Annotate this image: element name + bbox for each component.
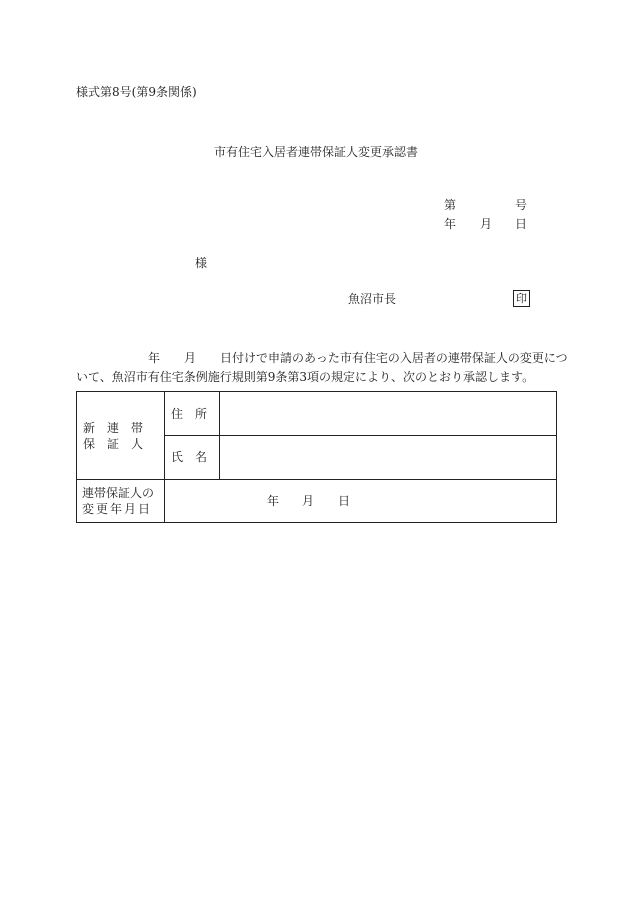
approval-table bbox=[76, 391, 557, 523]
document-title: 市有住宅入居者連帯保証人変更承認書 bbox=[214, 145, 419, 159]
address-label: 住 所 bbox=[171, 407, 208, 421]
seal-mark: 印 bbox=[513, 290, 530, 307]
change-date-day: 日 bbox=[338, 494, 351, 508]
name-label-cell bbox=[165, 436, 220, 480]
addressee-suffix: 様 bbox=[195, 256, 208, 270]
issuer-name: 魚沼市長 bbox=[348, 292, 397, 306]
change-date-label-cell bbox=[77, 480, 165, 523]
body-text bbox=[76, 349, 568, 387]
body-line-1: 年 月 日付けで申請のあった市有住宅の入居者の連帯保証人の変更につ bbox=[76, 351, 568, 365]
name-value-cell bbox=[220, 436, 557, 480]
table-row-change-date bbox=[77, 480, 557, 523]
table-row-address bbox=[77, 392, 557, 436]
new-guarantor-line1: 新 連 帯 bbox=[83, 421, 144, 435]
doc-number-label: 第 bbox=[444, 198, 457, 212]
address-value-cell bbox=[220, 392, 557, 436]
address-label-cell bbox=[165, 392, 220, 436]
body-line-2: いて、魚沼市有住宅条例施行規則第9条第3項の規定により、次のとおり承認します。 bbox=[76, 370, 535, 384]
name-label: 氏 名 bbox=[171, 450, 208, 464]
form-id: 様式第8号(第9条関係) bbox=[76, 85, 197, 99]
new-guarantor-cell bbox=[77, 392, 165, 480]
change-date-year: 年 bbox=[267, 494, 280, 508]
change-date-month: 月 bbox=[302, 494, 315, 508]
change-date-value-cell bbox=[165, 480, 557, 523]
date-day-label: 日 bbox=[515, 217, 528, 231]
date-month-label: 月 bbox=[480, 217, 493, 231]
change-date-line1: 連帯保証人の bbox=[82, 486, 155, 500]
doc-number-suffix: 号 bbox=[515, 198, 528, 212]
change-date-line2: 変更年月日 bbox=[82, 502, 153, 516]
date-year-label: 年 bbox=[444, 217, 457, 231]
new-guarantor-line2: 保 証 人 bbox=[83, 437, 144, 451]
